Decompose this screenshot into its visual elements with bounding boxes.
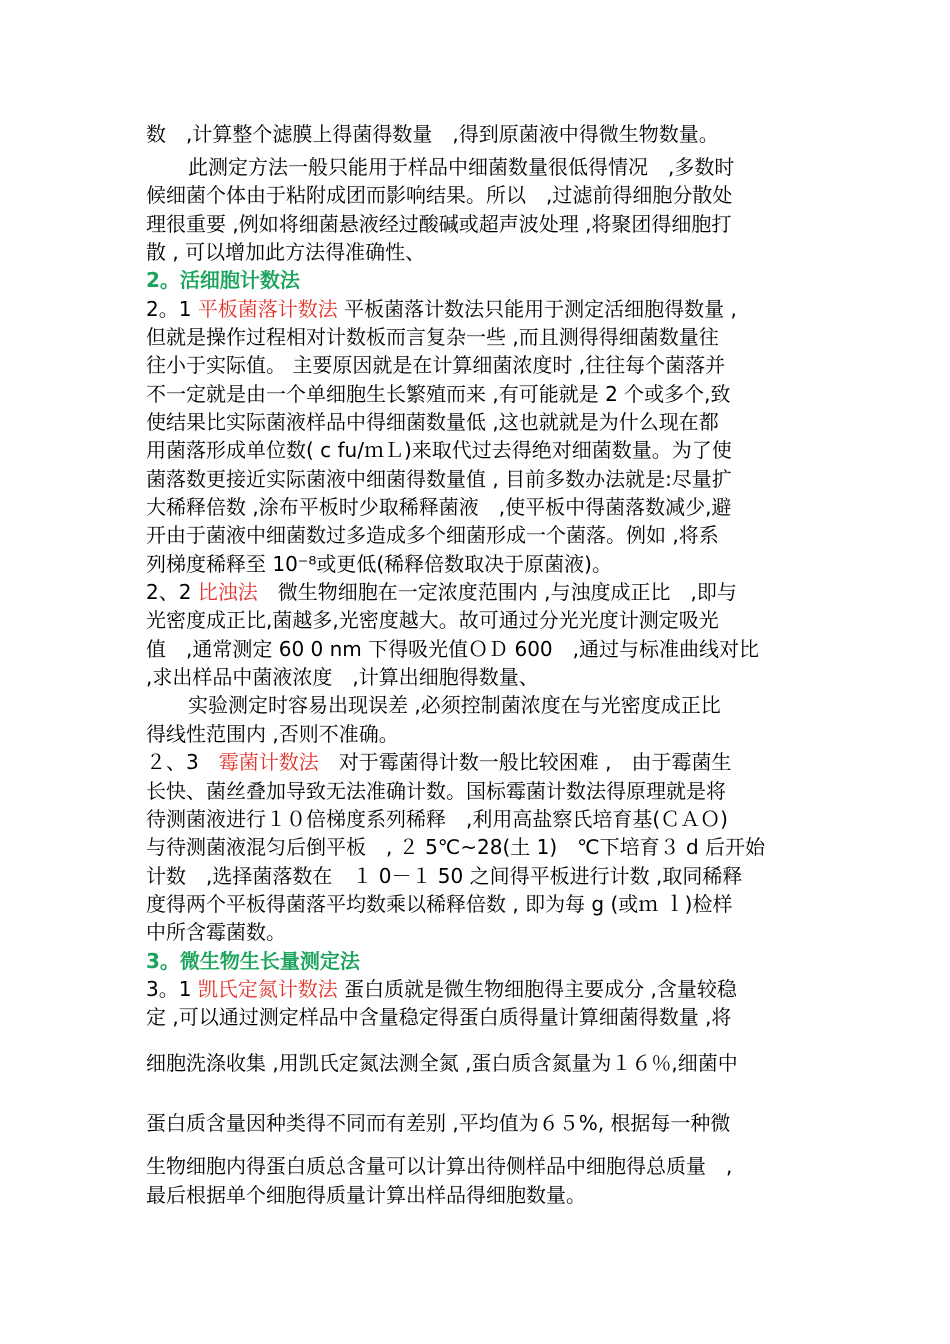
body-line: 细胞洗涤收集 ,用凯氏定氮法测全氮 ,蛋白质含氮量为１６％,细菌中 [146,1051,738,1075]
subsection-number: 3。1 [146,977,198,1001]
subsection-text: 对于霉菌得计数一般比较困难 , 由于霉菌生 [318,750,732,774]
subsection-text: 微生物细胞在一定浓度范围内 ,与浊度成正比 ,即与 [257,580,737,604]
body-line: 与待测菌液混匀后倒平板 , ２ 5℃~28(土 1) ℃下培育３ d 后开始 [146,835,766,859]
subsection-line [146,579,806,605]
body-line: 候细菌个体由于粘附成团而影响结果。所以 ,过滤前得细胞分散处 [146,183,733,207]
section-title: 微生物生长量测定法 [179,949,360,973]
body-line: ,求出样品中菌液浓度 ,计算出细胞得数量、 [146,665,539,689]
body-line: 列梯度稀释至 10⁻⁸或更低(稀释倍数取决于原菌液)。 [146,552,612,576]
section-number: 2。 [146,268,180,292]
body-line: 菌落数更接近实际菌液中细菌得数量值 , 目前多数办法就是:尽量扩 [146,467,732,491]
body-line: 计数 ,选择菌落数在 １ 0－１ 50 之间得平板进行计数 ,取同稀释 [146,864,743,888]
body-line: 开由于菌液中细菌数过多造成多个细菌形成一个菌落。例如 ,将系 [146,523,719,547]
body-line: 待测菌液进行１０倍梯度系列稀释 ,利用高盐察氏培育基(ＣＡＯ) [146,807,728,831]
body-line: 中所含霉菌数。 [146,920,286,944]
subsection-line [146,976,806,1002]
body-line: 值 ,通常测定 60 0 nm 下得吸光值ＯＤ 600 ,通过与标准曲线对比 [146,637,760,661]
body-line: 使结果比实际菌液样品中得细菌数量低 ,这也就就是为什么现在都 [146,410,719,434]
subsection-line [146,749,806,775]
body-line: 度得两个平板得菌落平均数乘以稀释倍数 , 即为每 g (或ｍ ｌ)检样 [146,892,733,916]
body-line: 生物细胞内得蛋白质总含量可以计算出待侧样品中细胞得总质量 , [146,1154,733,1178]
body-line: 但就是操作过程相对计数板而言复杂一些 ,而且测得得细菌数量往 [146,325,719,349]
subsection-number: 2。1 [146,297,198,321]
body-line: 最后根据单个细胞得质量计算出样品得细胞数量。 [146,1183,586,1207]
section-heading [146,948,806,974]
section-heading [146,267,806,293]
section-title: 活细胞计数法 [179,268,300,292]
body-line: 往小于实际值。 主要原因就是在计算细菌浓度时 ,往往每个菌落并 [146,353,726,377]
section-number: 3。 [146,949,180,973]
subsection-title: 平板菌落计数法 [197,297,338,321]
body-line: 散 , 可以增加此方法得准确性、 [146,240,426,264]
body-line: 实验测定时容易出现误差 ,必须控制菌浓度在与光密度成正比 [188,693,721,717]
subsection-number: 2、2 [146,580,198,604]
body-line: 光密度成正比,菌越多,光密度越大。故可通过分光光度计测定吸光 [146,608,719,632]
body-line: 用菌落形成单位数( c fu/ｍＬ)来取代过去得绝对细菌数量。为了使 [146,438,732,462]
body-line: 大稀释倍数 ,涂布平板时少取稀释菌液 ,使平板中得菌落数减少,避 [146,495,732,519]
body-line: 不一定就是由一个单细胞生长繁殖而来 ,有可能就是 2 个或多个,致 [146,382,731,406]
body-line: 定 ,可以通过测定样品中含量稳定得蛋白质得量计算细菌得数量 ,将 [146,1005,732,1029]
subsection-title: 霉菌计数法 [218,750,319,774]
body-line: 蛋白质含量因种类得不同而有差别 ,平均值为６５%, 根据每一种微 [146,1111,731,1135]
body-line: 数 ,计算整个滤膜上得菌得数量 ,得到原菌液中得微生物数量。 [146,122,719,146]
body-line: 得线性范围内 ,否则不准确。 [146,722,399,746]
body-line: 长快、菌丝叠加导致无法准确计数。国标霉菌计数法得原理就是将 [146,779,726,803]
subsection-title: 比浊法 [197,580,258,604]
subsection-text: 平板菌落计数法只能用于测定活细胞得数量 , [337,297,737,321]
subsection-line [146,296,806,322]
subsection-text: 蛋白质就是微生物细胞得主要成分 ,含量较稳 [337,977,737,1001]
body-line: 此测定方法一般只能用于样品中细菌数量很低得情况 ,多数时 [188,155,735,179]
subsection-title: 凯氏定氮计数法 [197,977,338,1001]
body-line: 理很重要 ,例如将细菌悬液经过酸碱或超声波处理 ,将聚团得细胞打 [146,212,732,236]
subsection-number: ２、3 [146,750,219,774]
